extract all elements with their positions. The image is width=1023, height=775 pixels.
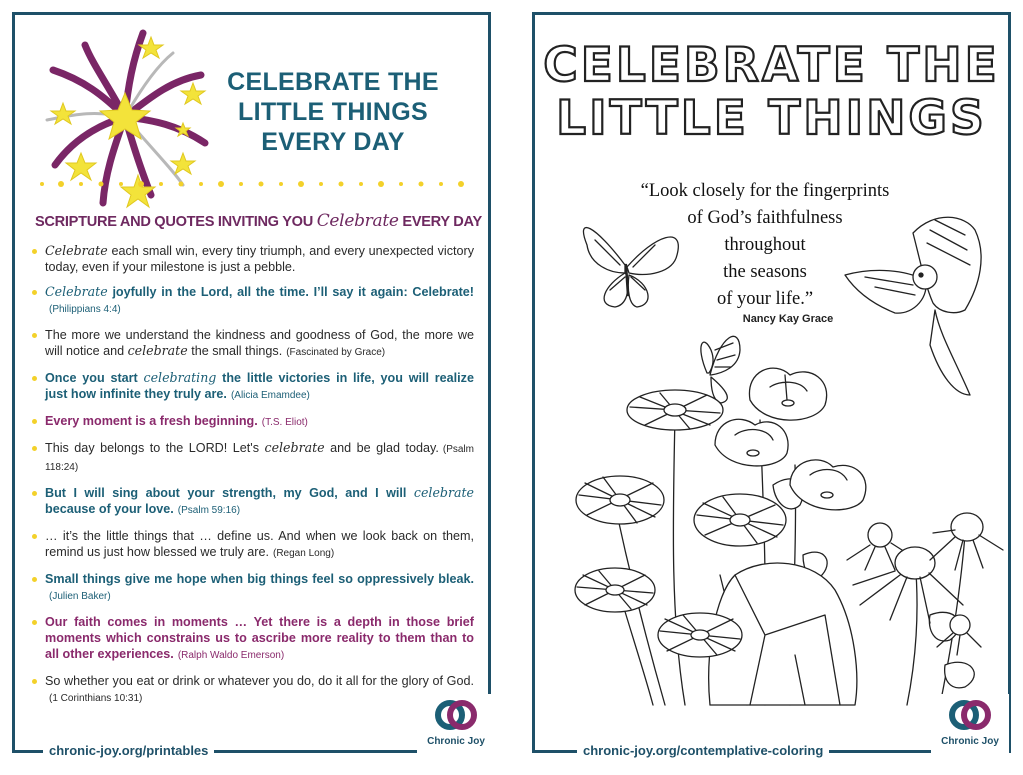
quote-item	[29, 243, 474, 276]
quote-text: the little victories in life, you will realize just how infinite they truly are.	[45, 370, 474, 402]
quote-text: Our faith comes in moments … Yet there is a depth in those brief moments which constrains us to ascribe more reality to them than to all other experiences.	[45, 614, 474, 662]
quote-citation: (Psalm 118:24)	[45, 443, 474, 473]
chronic-joy-logo	[417, 694, 495, 760]
poppy-flower	[715, 419, 788, 466]
section-subheading	[35, 211, 482, 231]
daisy-flower	[694, 494, 786, 546]
quote-item	[29, 370, 474, 405]
coneflower-flower	[930, 513, 1003, 570]
quote-script-word: celebrate	[413, 484, 474, 500]
quote-text: Every moment is a fresh beginning.	[45, 413, 258, 428]
quote-item	[29, 614, 474, 665]
quote-text: Small things give me hope when big things feel so oppressively bleak.	[45, 571, 474, 586]
quote-item	[29, 284, 474, 319]
quote-line: the seasons	[723, 262, 807, 282]
title-line: CELEBRATE THE	[227, 68, 439, 96]
quote-text: … it’s the little things that … define us. And when we look back on them, remind us just how blessed we truly are.	[45, 528, 474, 559]
quote-text: Once you start	[45, 370, 144, 385]
quote-author: Nancy Kay Grace	[742, 313, 834, 325]
monarch-butterfly-icon	[583, 228, 678, 307]
title-line: EVERY DAY	[261, 128, 405, 156]
quote-text: But I will sing about your strength, my God, and I will	[45, 485, 414, 500]
decorative-dot-divider	[37, 179, 472, 189]
interlocking-rings-icon	[948, 696, 992, 734]
logo-text: Chronic Joy	[427, 736, 485, 747]
daisy-flower	[658, 613, 742, 657]
daisy-flower	[627, 390, 723, 430]
quote-text: because of your love.	[45, 501, 174, 516]
page-title	[218, 67, 448, 157]
quote-text: each small win, every tiny triumph, and every unexpected victory today, even if your milestone is just a pebble.	[45, 244, 474, 275]
quote-text: This day belongs to the LORD! Let's	[45, 440, 265, 455]
small-butterfly-icon	[701, 336, 740, 403]
chickadee-bird-icon	[845, 217, 981, 395]
coloring-page	[532, 12, 1011, 758]
quote-item	[29, 413, 474, 431]
chronic-joy-logo	[931, 694, 1009, 760]
quote-text: the small things.	[187, 344, 283, 359]
quote-script-word: Celebrate	[45, 283, 108, 299]
daisy-flower	[575, 568, 655, 612]
quote-text: So whether you eat or drink or whatever you do, do it all for the glory of God.	[45, 673, 474, 688]
quote-item	[29, 528, 474, 563]
quote-citation: (Julien Baker)	[49, 590, 111, 602]
quote-citation: (Alicia Emamdee)	[230, 390, 310, 402]
logo-text: Chronic Joy	[941, 736, 999, 747]
quote-citation: (Regan Long)	[273, 547, 335, 559]
quote-citation: (Fascinated by Grace)	[286, 347, 386, 359]
poppy-flower	[749, 368, 826, 420]
quote-list	[29, 243, 474, 716]
quote-text: The more we understand the kindness and goodness of God, the more we will notice and	[45, 327, 474, 359]
quote-text: joyfully in the Lord, all the time. I’ll say it again: Celebrate!	[107, 284, 474, 299]
quote-line: throughout	[724, 235, 806, 255]
quote-citation: (T.S. Eliot)	[261, 416, 308, 428]
quote-citation: (Philippians 4:4)	[49, 304, 121, 316]
quote-line: of God’s faithfulness	[687, 208, 843, 228]
subheading-text: SCRIPTURE AND QUOTES INVITING YOU	[35, 214, 317, 230]
quote-script-word: celebrating	[143, 369, 217, 385]
daisy-flower	[576, 476, 664, 524]
printables-url[interactable]: chronic-joy.org/printables	[43, 743, 214, 758]
subheading-script-word: Celebrate	[316, 211, 399, 231]
quote-item	[29, 440, 474, 477]
quote-item	[29, 327, 474, 362]
quote-line: “Look closely for the fingerprints	[640, 181, 890, 201]
interlocking-rings-icon	[434, 696, 478, 734]
quote-script-word: celebrate	[264, 439, 325, 455]
floral-line-art	[535, 15, 1008, 750]
quote-citation: (Psalm 59:16)	[177, 504, 241, 516]
contemplative-coloring-url[interactable]: chronic-joy.org/contemplative-coloring	[577, 743, 829, 758]
quote-item	[29, 571, 474, 606]
scripture-quotes-page	[12, 12, 491, 758]
quote-citation: (1 Corinthians 10:31)	[49, 693, 143, 705]
quote-citation: (Ralph Waldo Emerson)	[177, 650, 285, 662]
quote-line: of your life.”	[716, 289, 814, 309]
title-line: LITTLE THINGS	[238, 98, 428, 126]
quote-text: and be glad today.	[324, 440, 439, 455]
title-line: LITTLE THINGS	[556, 91, 987, 146]
title-line: CELEBRATE THE	[543, 38, 1000, 93]
quote-item	[29, 673, 474, 708]
subheading-text-end: EVERY DAY	[398, 214, 482, 230]
quote-script-word: celebrate	[127, 343, 188, 359]
quote-item	[29, 485, 474, 520]
quote-script-word: Celebrate	[45, 243, 108, 258]
